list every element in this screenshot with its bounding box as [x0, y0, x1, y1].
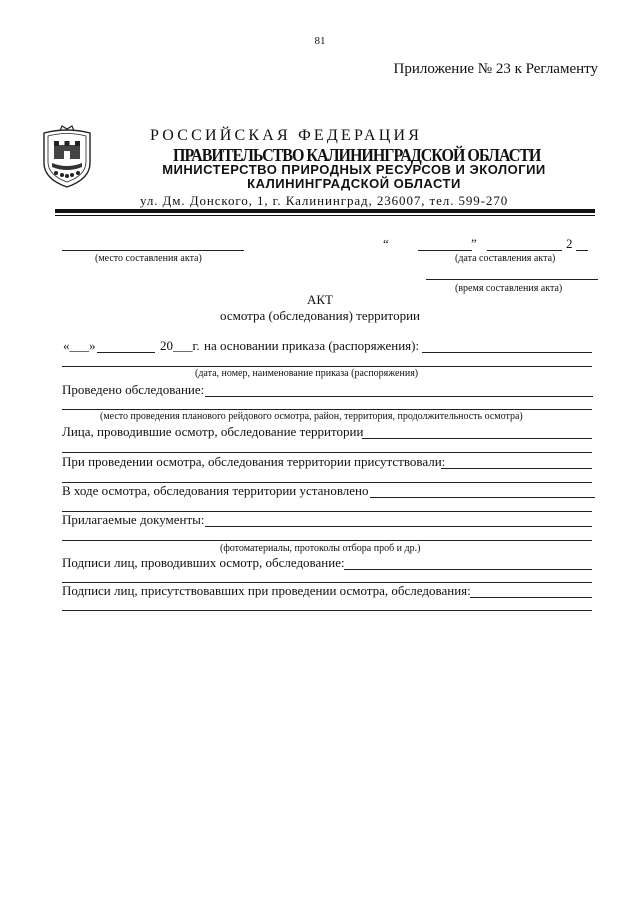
- established-field[interactable]: [370, 497, 595, 498]
- ministry-heading: МИНИСТЕРСТВО ПРИРОДНЫХ РЕСУРСОВ И ЭКОЛОГИИ КАЛИНИНГРАДСКОЙ ОБЛАСТИ: [162, 162, 546, 191]
- signatures-present-field-line-2[interactable]: [62, 610, 592, 611]
- order-day: «___»: [63, 338, 96, 353]
- signatures-inspectors-field[interactable]: [344, 569, 592, 570]
- date-caption: (дата составления акта): [455, 253, 556, 264]
- ministry-address: ул. Дм. Донского, 1, г. Калининград, 236007, тел. 599-270: [140, 193, 509, 208]
- order-field[interactable]: [422, 352, 592, 353]
- attachments-caption: (фотоматериалы, протоколы отбора проб и др.): [220, 543, 421, 554]
- time-caption: (время составления акта): [455, 283, 563, 294]
- act-title: АКТ: [307, 292, 333, 307]
- page-number: 81: [314, 35, 326, 47]
- place-caption: (место составления акта): [95, 253, 202, 264]
- order-year: 20___г.: [160, 338, 200, 353]
- attachments-field-line-2[interactable]: [62, 540, 592, 541]
- date-month-field[interactable]: [487, 250, 562, 251]
- letterhead-divider-thin: [55, 215, 595, 216]
- country-heading: РОССИЙСКАЯ ФЕДЕРАЦИЯ: [150, 127, 423, 144]
- date-day-field[interactable]: [418, 250, 472, 251]
- signatures-present-label: Подписи лиц, присутствовавших при проведении осмотра, обследования:: [62, 583, 471, 598]
- letterhead-divider-thick: [55, 209, 595, 213]
- present-field[interactable]: [441, 468, 592, 469]
- order-month-field[interactable]: [97, 352, 155, 353]
- inspection-place-caption: (место проведения планового рейдового осмотра, район, территория, продолжительность осмотра): [100, 411, 523, 422]
- act-subtitle: осмотра (обследования) территории: [220, 308, 420, 323]
- conducted-label: Проведено обследование:: [62, 382, 205, 397]
- place-field[interactable]: [62, 250, 244, 251]
- government-heading: ПРАВИТЕЛЬСТВО КАЛИНИНГРАДСКОЙ ОБЛАСТИ: [173, 146, 541, 166]
- inspectors-label: Лица, проводившие осмотр, обследование территории: [62, 424, 364, 439]
- conducted-field-line-2[interactable]: [62, 409, 592, 410]
- established-label: В ходе осмотра, обследования территории установлено: [62, 483, 369, 498]
- time-field[interactable]: [426, 279, 598, 280]
- inspectors-field[interactable]: [362, 438, 592, 439]
- signatures-inspectors-label: Подписи лиц, проводивших осмотр, обследование:: [62, 555, 345, 570]
- conducted-field[interactable]: [205, 396, 593, 397]
- order-field-line-2[interactable]: [62, 366, 592, 367]
- date-close-quote: ”: [471, 236, 477, 251]
- order-caption: (дата, номер, наименование приказа (распоряжения): [195, 368, 419, 379]
- date-year-prefix: 2: [566, 236, 573, 251]
- present-label: При проведении осмотра, обследования территории присутствовали:: [62, 454, 446, 469]
- appendix-label: Приложение № 23 к Регламенту: [393, 61, 598, 77]
- date-year-field[interactable]: [576, 250, 588, 251]
- attachments-label: Прилагаемые документы:: [62, 512, 205, 527]
- order-text: на основании приказа (распоряжения):: [204, 338, 420, 353]
- coat-of-arms-icon: [40, 125, 94, 189]
- date-open-quote: “: [383, 236, 389, 251]
- inspectors-field-line-2[interactable]: [62, 452, 592, 453]
- attachments-field[interactable]: [205, 526, 592, 527]
- signatures-present-field[interactable]: [470, 597, 592, 598]
